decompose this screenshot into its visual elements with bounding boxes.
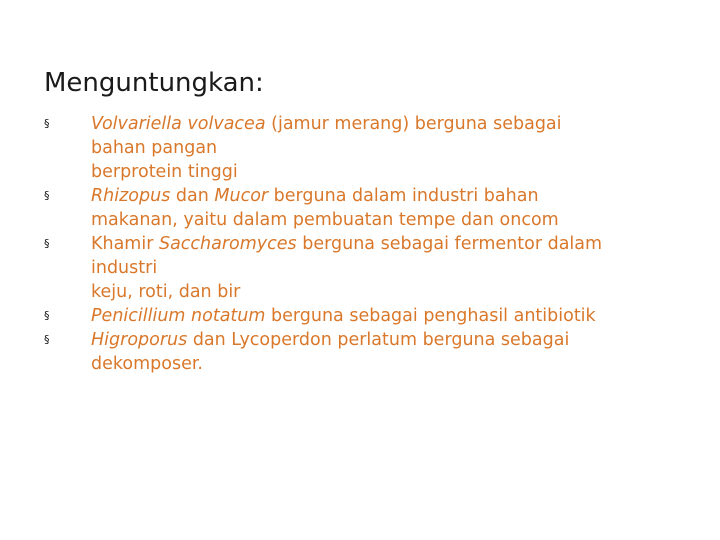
item-text: berguna dalam industri bahan: [268, 186, 539, 206]
item-line: [91, 112, 684, 136]
list-item: [44, 184, 684, 232]
item-line: [91, 232, 684, 256]
list-item: [44, 328, 684, 376]
item-text: dan: [170, 186, 215, 206]
list-item: [44, 304, 684, 328]
item-line: bahan pangan: [91, 138, 218, 158]
bullet-icon: §: [44, 117, 50, 130]
species-name: Higroporus: [91, 330, 188, 350]
species-name: Mucor: [214, 186, 269, 206]
item-text: berguna sebagai penghasil antibiotik: [265, 306, 596, 326]
bullet-icon: §: [44, 189, 50, 202]
item-text: berguna sebagai fermentor dalam: [296, 234, 603, 254]
species-name: Penicillium notatum: [91, 306, 266, 326]
item-text: dan Lycoperdon perlatum berguna sebagai: [187, 330, 570, 350]
list-item: [44, 232, 684, 304]
species-name: Volvariella volvacea: [91, 114, 266, 134]
item-text: (jamur merang) berguna sebagai: [265, 114, 562, 134]
item-line: keju, roti, dan bir: [91, 282, 241, 302]
item-text: Khamir: [91, 234, 159, 254]
bullet-icon: §: [44, 333, 50, 346]
item-line: makanan, yaitu dalam pembuatan tempe dan oncom: [91, 210, 559, 230]
bullet-icon: §: [44, 237, 50, 250]
list-item: [44, 112, 684, 184]
species-name: Rhizopus: [91, 186, 171, 206]
item-line: industri: [91, 258, 158, 278]
item-line: [91, 184, 684, 208]
bullet-list: [44, 112, 684, 376]
item-line: [91, 328, 684, 352]
item-line: dekomposer.: [91, 354, 203, 374]
bullet-icon: §: [44, 309, 50, 322]
species-name: Saccharomyces: [158, 234, 297, 254]
slide-heading: Menguntungkan:: [44, 68, 264, 98]
item-line: [91, 304, 684, 328]
item-line: berprotein tinggi: [91, 162, 238, 182]
